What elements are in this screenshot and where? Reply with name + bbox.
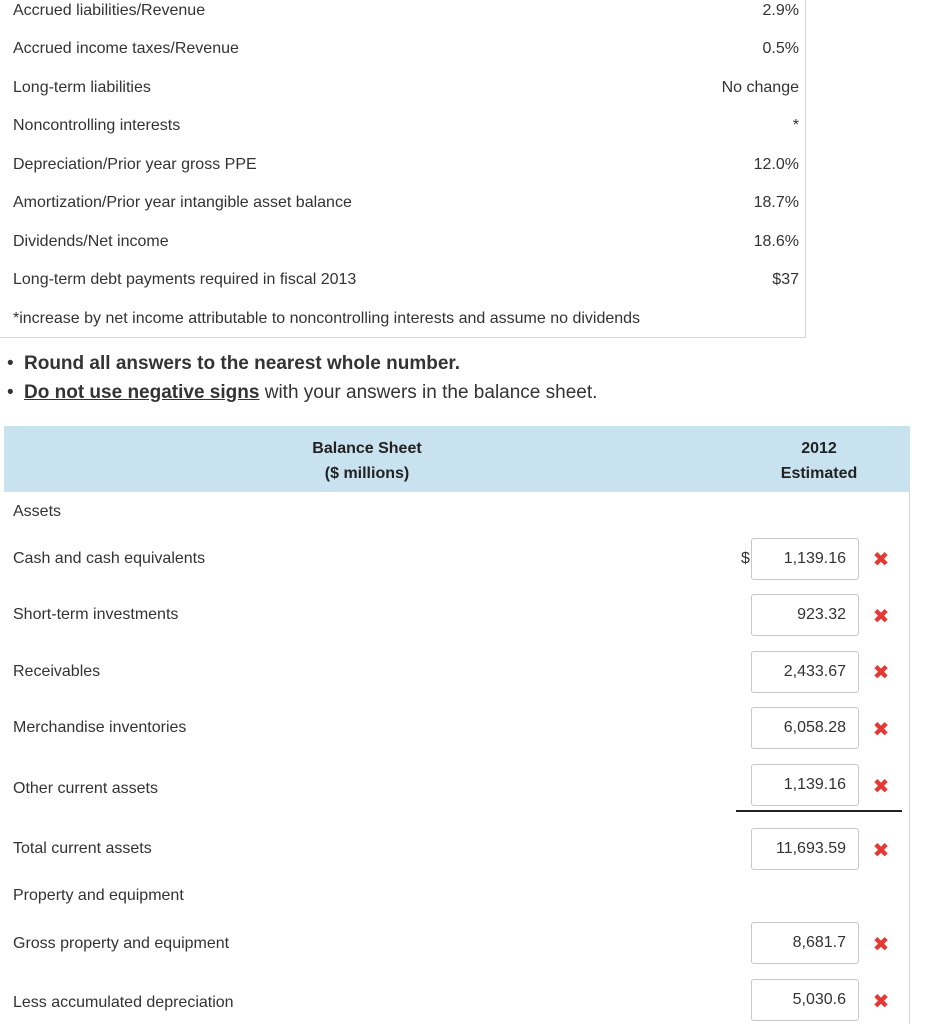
instruction-emphasis: Do not use negative signs bbox=[24, 382, 260, 403]
assumption-row bbox=[0, 0, 806, 38]
row-label: Less accumulated depreciation bbox=[13, 994, 234, 1011]
incorrect-icon: ✖ bbox=[872, 662, 890, 684]
header-title-line1: Balance Sheet bbox=[312, 440, 422, 457]
incorrect-icon: ✖ bbox=[872, 934, 890, 956]
assumption-value: 18.6% bbox=[753, 233, 799, 250]
assumption-row bbox=[0, 77, 806, 115]
assumption-label: Long-term liabilities bbox=[13, 79, 151, 96]
receivables-input[interactable]: 2,433.67 bbox=[751, 651, 859, 693]
row-label: Short-term investments bbox=[13, 606, 179, 623]
assumption-label: Depreciation/Prior year gross PPE bbox=[13, 156, 257, 173]
header-title bbox=[274, 436, 460, 486]
assumption-value: 0.5% bbox=[762, 40, 799, 57]
assumption-row bbox=[0, 38, 806, 76]
merchandise-inventories-input[interactable]: 6,058.28 bbox=[751, 707, 859, 749]
header-title-line2: ($ millions) bbox=[324, 465, 410, 482]
assumption-label: Noncontrolling interests bbox=[13, 117, 181, 134]
incorrect-icon: ✖ bbox=[872, 776, 890, 798]
instruction-text: Round all answers to the nearest whole number. bbox=[24, 353, 461, 374]
assumption-label: Dividends/Net income bbox=[13, 233, 169, 250]
assumptions-table bbox=[0, 0, 806, 338]
assumption-label: Amortization/Prior year intangible asset balance bbox=[13, 194, 352, 211]
section-label-assets: Assets bbox=[13, 503, 62, 520]
assumption-label: Accrued liabilities/Revenue bbox=[13, 2, 206, 19]
instructions bbox=[0, 350, 900, 408]
assumption-value: No change bbox=[721, 79, 799, 96]
incorrect-icon: ✖ bbox=[872, 606, 890, 628]
row-label: Gross property and equipment bbox=[13, 935, 230, 952]
assumption-value: 2.9% bbox=[762, 2, 799, 19]
bullet-icon: • bbox=[7, 382, 14, 403]
header-year bbox=[734, 436, 904, 486]
balance-sheet-header bbox=[4, 426, 910, 492]
instruction-item bbox=[0, 350, 900, 379]
instruction-rest: with your answers in the balance sheet. bbox=[259, 382, 598, 403]
row-label: Cash and cash equivalents bbox=[13, 550, 206, 567]
header-year-line2: Estimated bbox=[780, 465, 858, 482]
incorrect-icon: ✖ bbox=[872, 991, 890, 1013]
accumulated-depreciation-input[interactable]: 5,030.6 bbox=[751, 979, 859, 1021]
row-label: Other current assets bbox=[13, 780, 158, 797]
instruction-text bbox=[24, 379, 597, 407]
assumption-value: $37 bbox=[772, 271, 799, 288]
assumption-value: 18.7% bbox=[753, 194, 799, 211]
assumption-value: 12.0% bbox=[753, 156, 799, 173]
bullet-icon: • bbox=[7, 353, 14, 374]
assumption-row bbox=[0, 115, 806, 153]
row-label: Merchandise inventories bbox=[13, 719, 187, 736]
assumptions-footnote: *increase by net income attributable to noncontrolling interests and assume no dividends bbox=[13, 310, 641, 327]
balance-sheet bbox=[4, 426, 910, 1024]
gross-property-input[interactable]: 8,681.7 bbox=[751, 922, 859, 964]
assumption-row bbox=[0, 231, 806, 269]
incorrect-icon: ✖ bbox=[872, 549, 890, 571]
total-current-assets-input[interactable]: 11,693.59 bbox=[751, 828, 859, 870]
subtotal-underline bbox=[736, 810, 902, 812]
assumption-value: * bbox=[792, 117, 799, 134]
short-term-investments-input[interactable]: 923.32 bbox=[751, 594, 859, 636]
section-label-property: Property and equipment bbox=[13, 887, 184, 904]
assumption-label: Accrued income taxes/Revenue bbox=[13, 40, 239, 57]
assumption-label: Long-term debt payments required in fiscal 2013 bbox=[13, 271, 357, 288]
row-label: Total current assets bbox=[13, 840, 152, 857]
assumption-row bbox=[0, 192, 806, 230]
assumption-row bbox=[0, 269, 806, 307]
currency-symbol: $ bbox=[741, 550, 750, 567]
cash-input[interactable]: 1,139.16 bbox=[751, 538, 859, 580]
assumption-row bbox=[0, 154, 806, 192]
header-year-line1: 2012 bbox=[801, 440, 837, 457]
incorrect-icon: ✖ bbox=[872, 719, 890, 741]
other-current-assets-input[interactable]: 1,139.16 bbox=[751, 764, 859, 806]
row-label: Receivables bbox=[13, 663, 101, 680]
instruction-item bbox=[0, 379, 900, 408]
incorrect-icon: ✖ bbox=[872, 840, 890, 862]
